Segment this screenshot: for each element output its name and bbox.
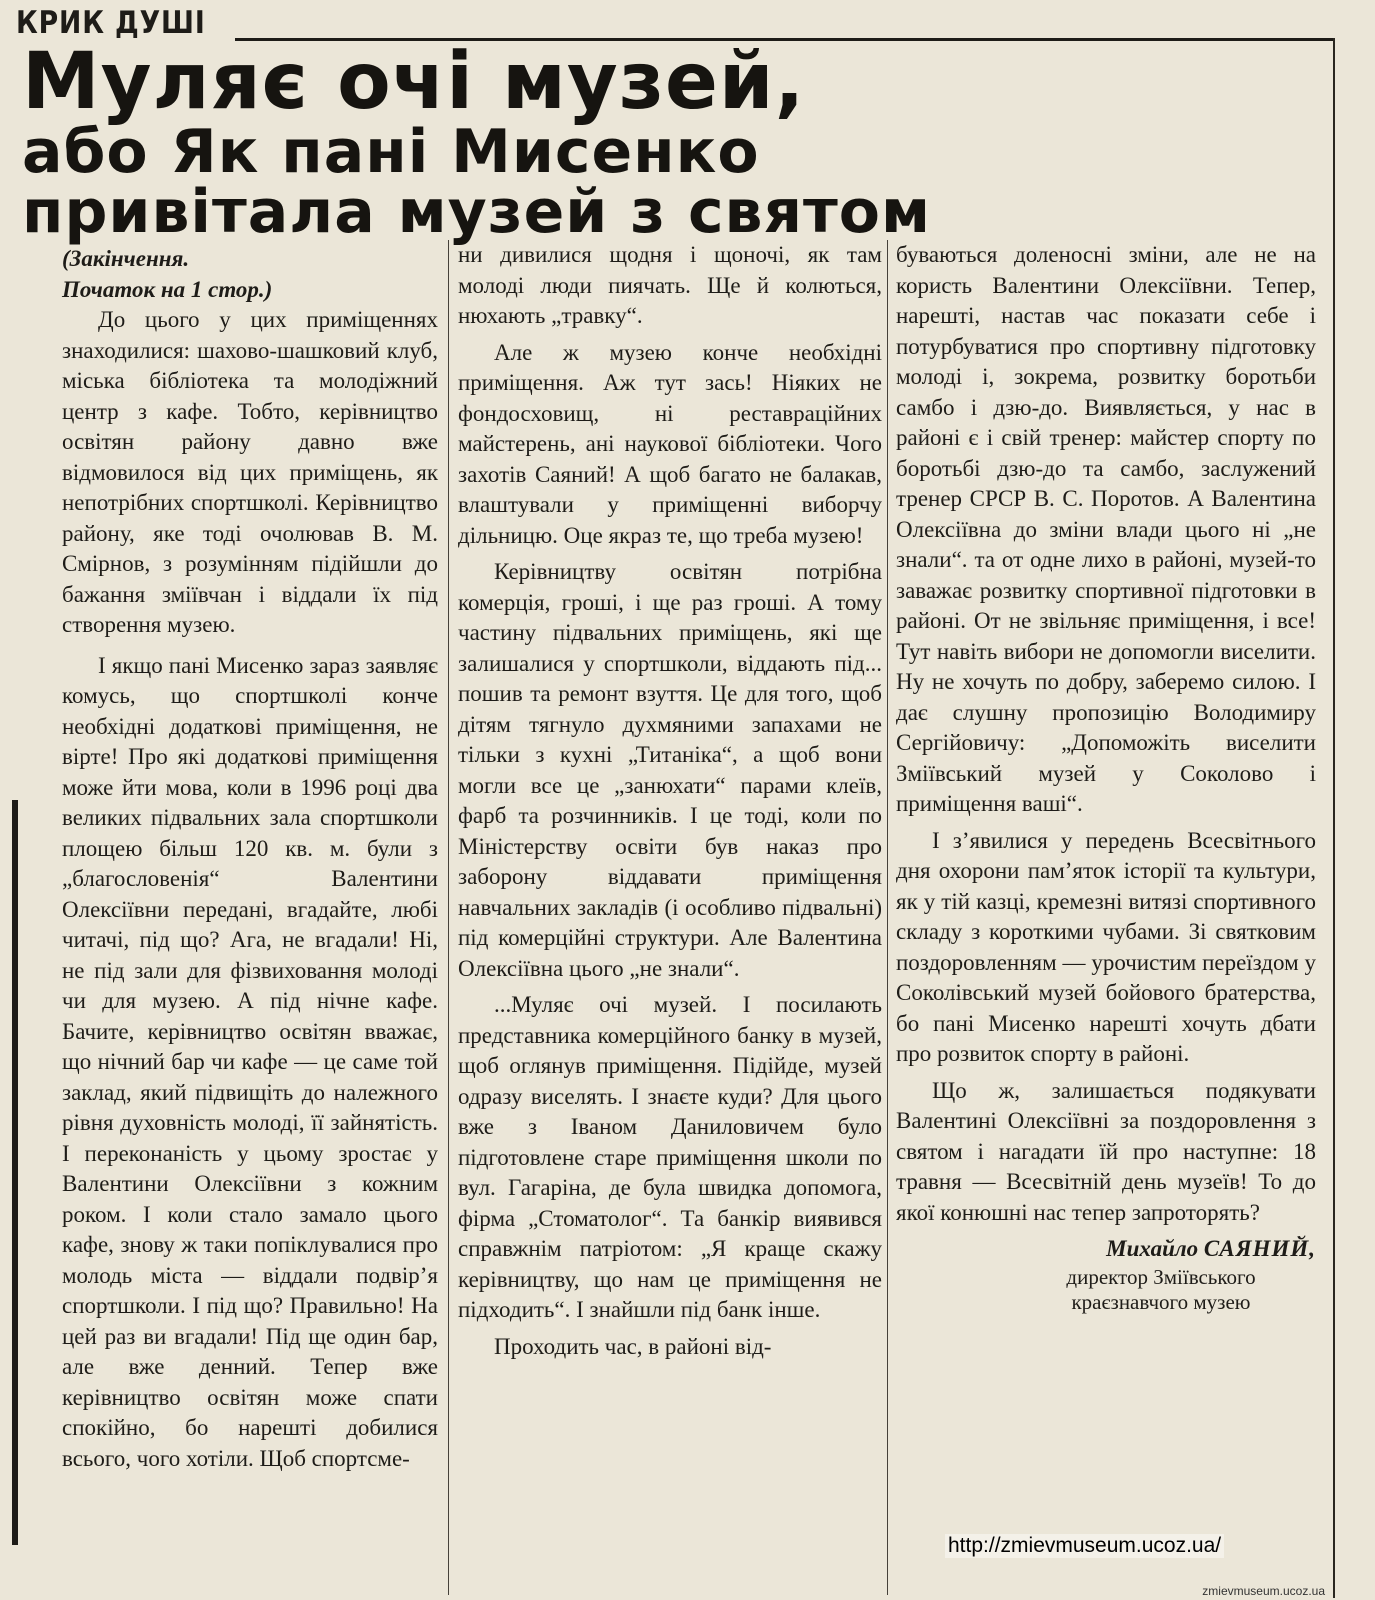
- left-rule: [12, 800, 18, 1545]
- paragraph: І з’явилися у передень Всесвітнього дня охорони пам’яток історії та культури, як у тій казці, кремезні витязі спортивного складу з короткими чубами. Зі святковим поздоровленням — урочистим переїздом у Соколівський музей бойового братерства, бо пані Мисенко нарешті хочуть дбати про розвиток спорту в районі.: [896, 827, 1316, 1066]
- article-headline: [22, 37, 1322, 247]
- source-url-watermark: http://zmievmuseum.ucoz.ua/: [945, 1534, 1224, 1558]
- headline-line-2: або Як пані Мисенко: [22, 117, 760, 187]
- paragraph: ...Муляє очі музей. І посилають представника комерційного банку в музей, щоб оглянув приміщення. Підійде, музей одразу виселять. І знаєте куди? Для цього вже з Іваном Даниловичем було підготовлене старе приміщення школи по вул. Гагаріна, де була швидка допомога, фірма „Стоматолог“. Та банкір виявився справжнім патріотом: „Я краще скажу керівництву, що нам це приміщення не підходить“. І знайшли під банк інше.: [458, 992, 882, 1322]
- author-last-name: САЯНИЙ,: [1203, 1236, 1316, 1261]
- right-rule: [1333, 38, 1335, 1598]
- paragraph: Але ж музею конче необхідні приміщення. Аж тут зась! Ніяких не фондосховищ, ні реставраційних майстерень, ані наукової бібліотеки. Чого захотів Саяний! А щоб багато не балакав, влаштували у приміщенні виборчу дільницю. Оце якраз те, що треба музею!: [458, 339, 882, 548]
- paragraph: І якщо пані Мисенко зараз заявляє комусь, що спортшколі конче необхідні додаткові приміщення, не вірте! Про які додаткові приміщення може йти мова, коли в 1996 році два великих підвальних зала спортшколи площею більш 120 кв. м. були з „благословенія“ Валентини Олексіївни передані, вгадайте, любі читачі, під що? Ага, не вгадали! Ні, не під зали для фізвиховання молоді чи для музею. А під нічне кафе. Бачите, керівництво освітян вважає, що нічний бар чи кафе — це саме той заклад, який підвищіть до належного рівня духовність молоді, її зайнятість. І переконаність у цьому зростає у Валентини Олексіївни з кожним роком. І коли стало замало цього кафе, знову ж таки попіклувалися про молодь міста — віддали подвір’я спортшколи. І під що? Правильно! На цей раз ви вгадали! Під ще один бар, але вже денний. Тепер вже керівництво освітян може спати спокійно, бо нарешті добилися всього, чого хотіли. Щоб спортсме-: [62, 652, 438, 1471]
- paragraph: Що ж, залишається подякувати Валентині Олексіївні за поздоровлення з святом і нагадати їй про наступне: 18 травня — Всесвітній день музеїв! То до якої конюшні нас тепер запроторять?: [896, 1077, 1316, 1225]
- author-position-line-2: краєзнавчого музею: [1071, 1289, 1251, 1314]
- article-column-2: [458, 240, 882, 1362]
- paragraph: Керівництву освітян потрібна комерція, гроші, і ще раз гроші. А тому частину підвальних приміщень, які ще залишалися у спортшколи, віддають під... пошив та ремонт взуття. Це для того, щоб дітям тягнуло духмяними запахами не тільки з кухні „Титаніка“, а щоб вони могли все це „занюхати“ парами клеїв, фарб та розчинників. І це тоді, коли по Міністерству освіти був наказ про заборону віддавати приміщення навчальних закладів (і особливо підвальні) під комерційні структури. Але Валентина Олексіївна цього „не знали“.: [458, 559, 882, 981]
- article-column-3: [896, 240, 1316, 1315]
- author-first-name: Михайло: [1106, 1236, 1199, 1261]
- headline-line-1: Муляє очі музей,: [22, 37, 806, 127]
- column-separator: [448, 240, 449, 1595]
- paragraph: Проходить час, в районі від-: [494, 1333, 772, 1359]
- paragraph: буваються доленосні зміни, але не на користь Валентини Олексіївни. Тепер, нарешті, настав час показати себе і потурбуватися про спортивну підготовку молоді і, зокрема, розвитку боротьби самбо і дзю-до. Виявляється, у нас в районі є і свій тренер: майстер спорту по боротьбі дзю-до та самбо, заслужений тренер СРСР В. С. Поротов. А Валентина Олексіївна до зміни влади цього ні „не знали“. та от одне лихо в районі, музей-то заважає розвитку спортивної підготовки в районі. От не звільняє приміщення, і все! Тут навіть вибори не допомогли виселити. Ну не хочуть по добру, заберемо силою. І дає слушну пропозицію Володимиру Сергійовичу: „Допоможіть виселити Зміївський музей у Соколово і приміщення ваші“.: [896, 242, 1316, 816]
- headline-line-3: привітала музей з святом: [22, 177, 932, 247]
- source-url-small: zmievmuseum.ucoz.ua: [1202, 1584, 1325, 1598]
- continuation-note-line-1: (Закінчення.: [62, 246, 190, 271]
- author-position: [896, 1265, 1316, 1315]
- author-signature: [896, 1234, 1316, 1265]
- column-separator: [887, 240, 888, 1595]
- rubric-label: КРИК ДУШІ: [16, 5, 206, 41]
- continuation-note: [62, 244, 438, 305]
- paragraph: До цього у цих приміщеннях знаходилися: шахово-шашковий клуб, міська бібліотека та молодіжний центр з кафе. Тобто, керівництво освітян району давно вже відмовилося від цих приміщень, як непотрібних спортшколі. Керівництво району, яке тоді очолював В. М. Смірнов, з розумінням підійшли до бажання зміївчан і віддали їх під створення музею.: [62, 307, 438, 637]
- article-column-1: [62, 244, 438, 1474]
- continuation-note-line-2: Початок на 1 стор.): [62, 276, 273, 302]
- author-position-line-1: директор Зміївського: [1066, 1264, 1256, 1289]
- paragraph: ни дивилися щодня і щоночі, як там молоді люди пиячать. Ще й колються, нюхають „травку“.: [458, 242, 882, 328]
